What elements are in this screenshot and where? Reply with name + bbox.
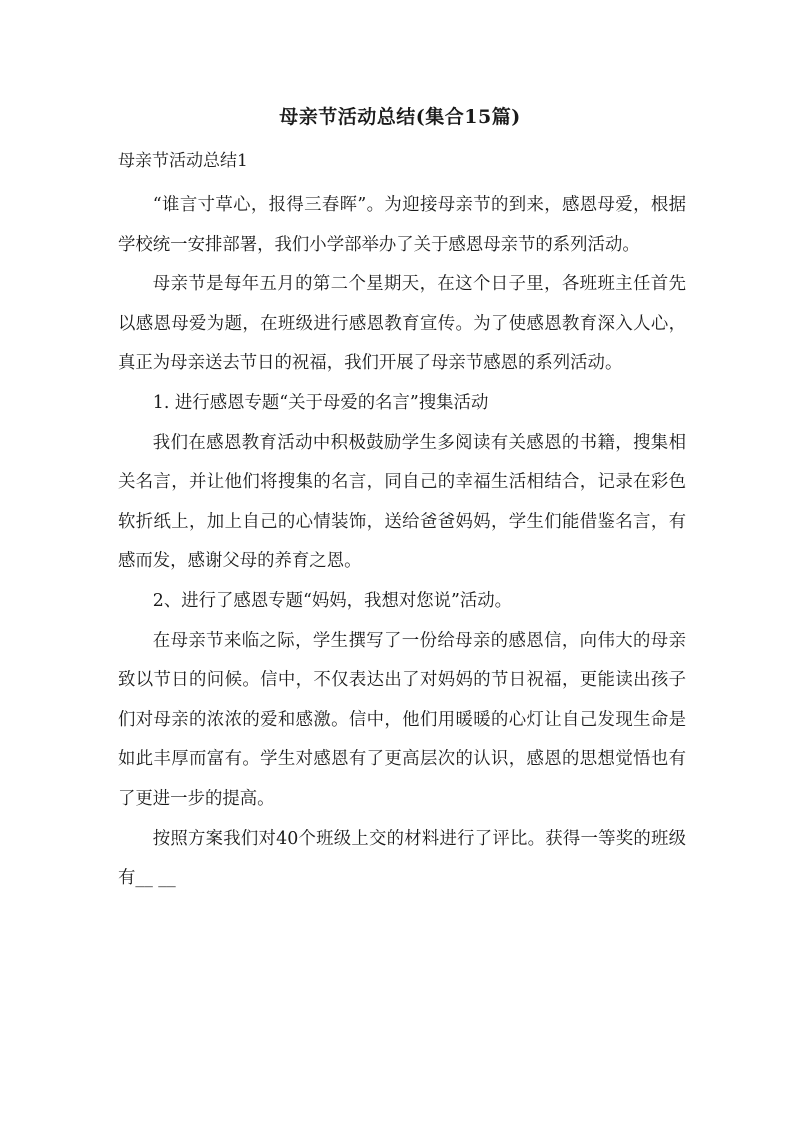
section-heading: 母亲节活动总结1 [118,151,248,171]
list-item-1: 1. 进行感恩专题“关于母爱的名言”搜集活动 [152,392,489,413]
paragraph-letters: 在母亲节来临之际，学生撰写了一份给母亲的感恩信，向伟大的母亲致以节日的问候。信中，不仅表达出了对妈妈的节日祝福，更能读出孩子们对母亲的浓浓的爱和感激。信中，他们用暖暖的心灯让自己发现生命是如此丰厚而富有。学生对感恩有了更高层次的认识，感恩的思想觉悟也有了更进一步的提高。 [118,630,686,809]
paragraph-evaluation: 按照方案我们对40个班级上交的材料进行了评比。获得一等奖的班级有__ __ [118,828,686,889]
paragraph-intro: “谁言寸草心，报得三春晖”。为迎接母亲节的到来，感恩母爱，根据学校统一安排部署，我们小学部举办了关于感恩母亲节的系列活动。 [118,195,686,255]
list-item-2: 2、进行了感恩专题“妈妈，我想对您说”活动。 [152,590,513,611]
document-title: 母亲节活动总结(集合15篇) [279,106,521,128]
document-body [118,186,686,899]
paragraph-mothers-day: 母亲节是每年五月的第二个星期天，在这个日子里，各班班主任首先以感恩母爱为题，在班级进行感恩教育宣传。为了使感恩教育深入人心，真正为母亲送去节日的祝福，我们开展了母亲节感恩的系列活动。 [118,274,686,374]
paragraph-quotes-activity: 我们在感恩教育活动中积极鼓励学生多阅读有关感恩的书籍，搜集相关名言，并让他们将搜集的名言，同自己的幸福生活相结合，记录在彩色软折纸上，加上自己的心情装饰，送给爸爸妈妈，学生们能借鉴名言，有感而发，感谢父母的养育之恩。 [118,432,686,572]
